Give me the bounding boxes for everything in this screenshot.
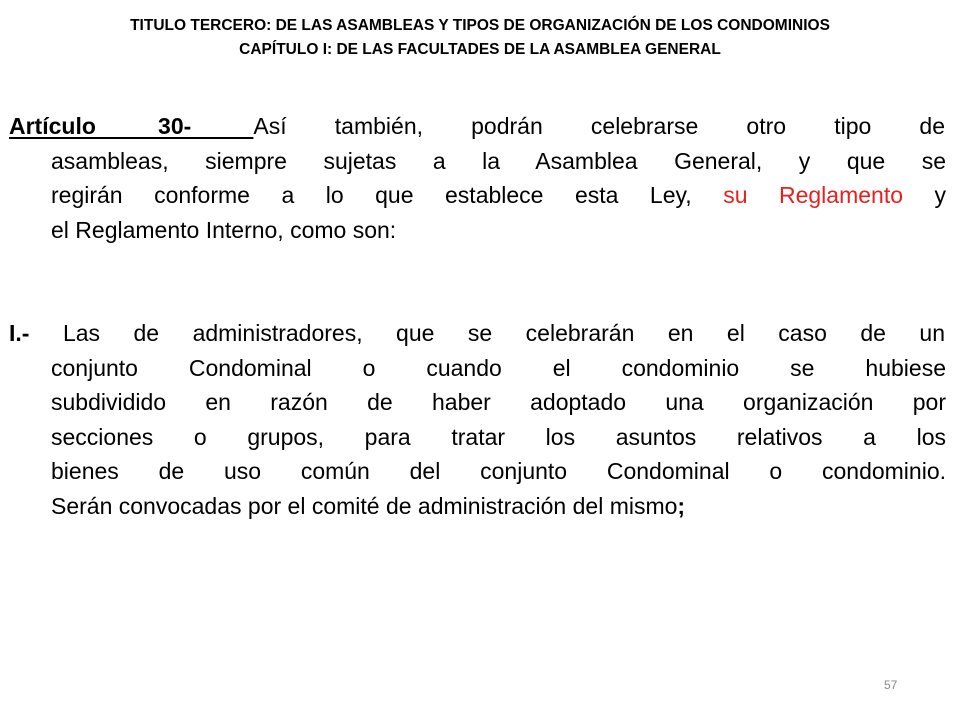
section-one-label: I.- [9,320,30,346]
section-one-text-line-3: subdividido en razón de haber adoptado una organización por [51,389,946,415]
article-paragraph [0,109,960,247]
section-one-end-semicolon: ; [677,492,686,519]
article-text-line-4: el Reglamento Interno, como son: [51,216,397,243]
article-label: Artículo 30- [9,113,254,139]
section-one-text-line-1: Las de administradores, que se celebrarán en el caso de un [62,320,945,346]
reglamento-highlight: su Reglamento [723,182,904,208]
article-text-line-3b: y [934,182,947,208]
section-one-text-line-4: secciones o grupos, para tratar los asuntos relativos a los [51,423,946,450]
title-line: TITULO TERCERO: DE LAS ASAMBLEAS Y TIPOS DE ORGANIZACIÓN DE LOS CONDOMINIOS [130,17,830,34]
section-one-text-line-2: conjunto Condominal o cuando el condominio se hubiese [51,354,946,381]
article-text-line-1: Así también, podrán celebrarse otro tipo de [253,113,945,139]
article-text-line-3a: regirán conforme a lo que establece esta Ley, [51,182,692,208]
section-one-text-line-5: bienes de uso común del conjunto Condominal o condominio. [51,458,946,484]
section-one-paragraph [0,316,960,523]
page-number: 57 [884,678,898,692]
section-one-text-line-6: Serán convocadas por el comité de administración del mismo [51,492,678,519]
article-text-line-2: asambleas, siempre sujetas a la Asamblea General, y que se [51,147,946,174]
chapter-line: CAPÍTULO I: DE LAS FACULTADES DE LA ASAMBLEA GENERAL [239,41,721,58]
slide-header [0,14,960,62]
